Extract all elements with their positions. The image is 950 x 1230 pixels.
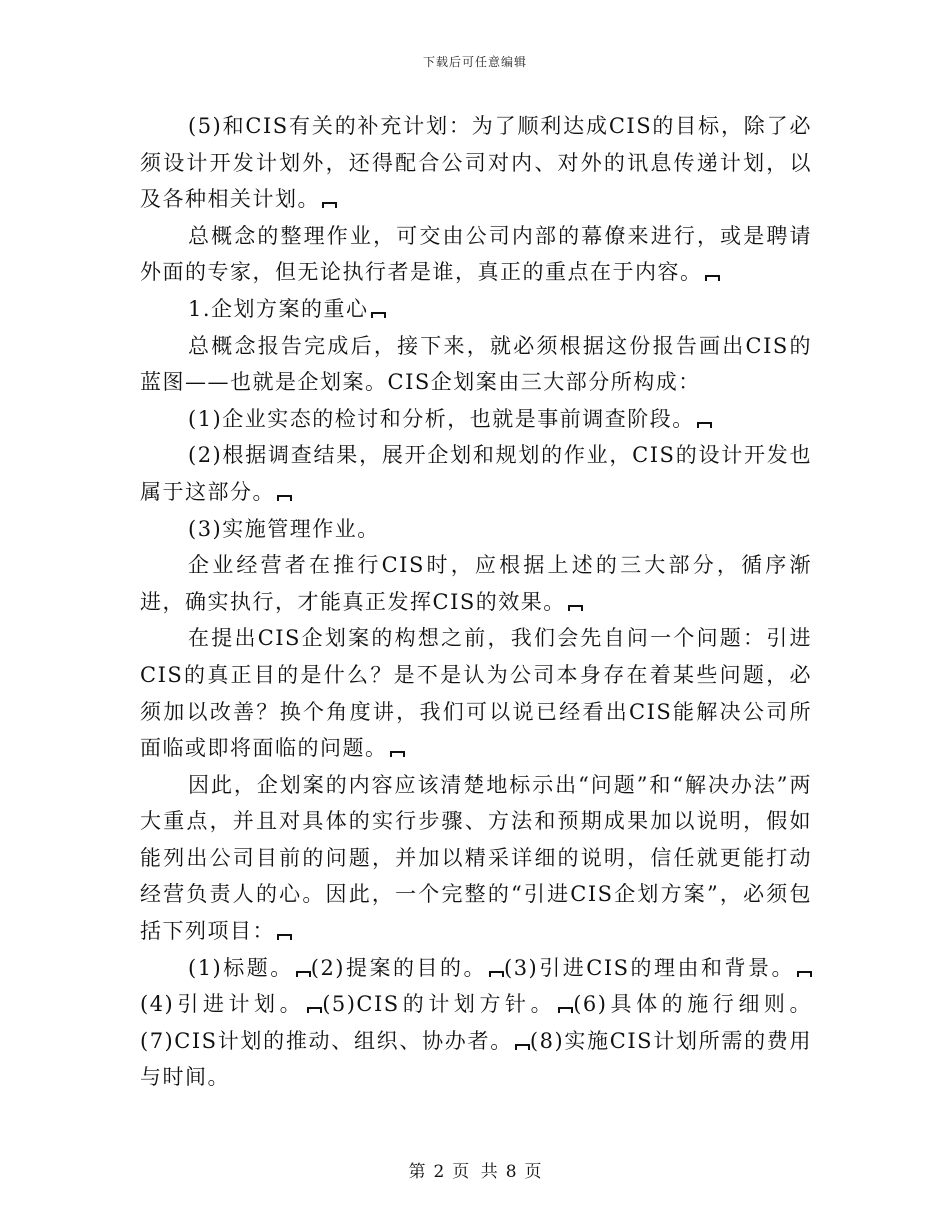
paragraph: 在提出CIS企划案的构想之前，我们会先自问一个问题：引进CIS的真正目的是什么？是不是认为公司本身存在着某些问题，必须加以改善？换个角度讲，我们可以说已经看出CIS能解决公司所面临或即将面临的问题。 [140, 626, 812, 761]
page-label-pre: 第 [408, 1162, 426, 1182]
list-item: (2)提案的目的。 [310, 955, 487, 980]
list-item: (3)引进CIS的理由和背景。 [504, 955, 795, 980]
item-list [140, 950, 812, 1096]
section-heading: 1.企划方案的重心 [140, 291, 812, 328]
paragraph: (5)和CIS有关的补充计划：为了顺利达成CIS的目标，除了必须设计开发计划外，还得配合公司对内、对外的讯息传递计划，以及各种相关计划。 [140, 114, 812, 212]
list-item: (8)实施CIS计划所需的费用与时间。 [140, 1028, 813, 1090]
body-content [140, 108, 812, 1096]
page-footer [0, 1157, 950, 1182]
paragraph: 企业经营者在推行CIS时，应根据上述的三大部分，循序渐进，确实执行，才能真正发挥CIS的效果。 [140, 553, 812, 614]
list-item: (7)CIS计划的推动、组织、协办者。 [140, 1028, 513, 1053]
paragraph-mark-icon [697, 422, 712, 428]
list-item: (1)标题。 [188, 955, 294, 980]
paragraph-mark-icon [568, 605, 583, 611]
page-total: 8 [505, 1162, 517, 1182]
paragraph-mark-icon [371, 312, 386, 318]
paragraph: 总概念报告完成后，接下来，就必须根据这份报告画出CIS的蓝图——也就是企划案。CIS企划案由三大部分所构成： [140, 333, 812, 395]
paragraph: (3)实施管理作业。 [188, 516, 380, 541]
list-item: (4)引进计划。 [140, 992, 306, 1017]
page-current: 2 [433, 1162, 445, 1182]
paragraph-mark-icon [515, 1044, 530, 1050]
paragraph: (1)企业实态的检讨和分析，也就是事前调查阶段。 [140, 401, 812, 438]
paragraph-mark-icon [390, 751, 405, 757]
page-label-mid: 页 共 [452, 1162, 498, 1182]
paragraph-mark-icon [277, 495, 292, 501]
list-item: (5)CIS的计划方针。 [322, 992, 557, 1017]
paragraph: (2)根据调查结果，展开企划和规划的作业，CIS的设计开发也属于这部分。 [140, 443, 812, 504]
paragraph-mark-icon [558, 1007, 573, 1013]
page-header: 下载后可任意编辑 [422, 55, 527, 69]
paragraph-mark-icon [322, 202, 337, 208]
list-item: (6)具体的施行细则。 [573, 992, 813, 1017]
page-label-post: 页 [524, 1162, 542, 1182]
paragraph-mark-icon [307, 1007, 322, 1013]
paragraph-mark-icon [705, 275, 720, 281]
paragraph: 总概念的整理作业，可交由公司内部的幕僚来进行，或是聘请外面的专家，但无论执行者是谁，真正的重点在于内容。 [140, 223, 812, 285]
paragraph-mark-icon [277, 934, 292, 940]
paragraph: 因此，企划案的内容应该清楚地标示出“问题”和“解决办法”两大重点，并且对具体的实行步骤、方法和预期成果加以说明，假如能列出公司目前的问题，并加以精采详细的说明，信任就更能打动经营负责人的心。因此，一个完整的“引进CIS企划方案”，必须包括下列项目： [140, 772, 812, 944]
paragraph-mark-icon [797, 971, 812, 977]
paragraph-mark-icon [296, 971, 311, 977]
paragraph-mark-icon [489, 971, 504, 977]
